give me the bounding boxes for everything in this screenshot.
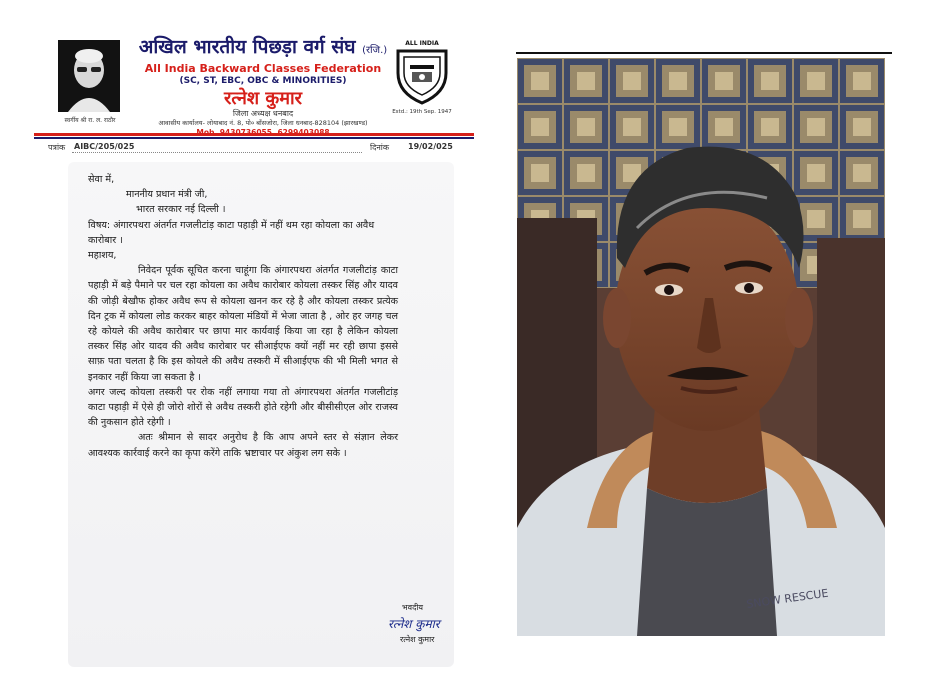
- recipient-line-2: भारत सरकार नई दिल्ली ।: [136, 204, 226, 216]
- org-name-english: All India Backward Classes Federation: [144, 62, 382, 75]
- reference-number: AIBC/205/025: [74, 142, 135, 151]
- letter-paragraph-1: निवेदन पूर्वक सूचित करना चाहूंगा कि अंगारपथरा अंतर्गत गजलीटांड़ काटा पहाड़ी में बड़े पैमाने पर चल रहा कोयला का अवैध कारोबार कोयला तस्कर सिंह और यादव की जोड़ी बेखौफ होकर अवैध रूप से कोयला खनन कर रहे है और कोयला तस्कर प्रत्येक दिन ट्रक में कोयला लोड करकर बाहर कोयला मंडियों में भेजा जाता है , ओर हर जगह चल रहे कोयले की अवैध कारोबार पर छापा मार कार्यवाई किया जा रहा है लेकिन कोयला तस्कर सिंह ओर यादव की अवैध कारोबार पर सीआईएफ क्यों नहीं मर रही छापा इससे साफ़ पता चलता है कि इस कोयले की अवैध तस्करी में सीआईएफ की भी मिली भगत से इनकार नहीं किया जा सकता है ।: [88, 265, 398, 383]
- photo-top-rule: [516, 52, 892, 54]
- office-bearer-name: रत्नेश कुमार: [224, 88, 302, 109]
- office-bearer-role: जिला अध्यक्ष धनबाद: [232, 109, 294, 118]
- org-subtitle: (SC, ST, EBC, OBC & MINORITIES): [179, 76, 347, 86]
- letter-date: 19/02/025: [408, 142, 453, 151]
- signature: रत्नेश कुमार: [388, 617, 440, 631]
- office-address: आवासीय कार्यालय- लोयाबाद नं. 8, पो० बाँसजोरा, जिला धनबाद-828104 (झारखण्ड): [158, 119, 368, 127]
- letter-paragraph-2: अगर जल्द कोयला तस्करी पर रोक नहीं लगाया गया तो अंगारपथरा अंतर्गत गजलीटांड़ काटा पहाड़ी में ऐसे ही जोरो शोरों से अवैध तस्करी होते रहेगी और बीसीसीएल ओर राजस्व की नुकसान होते रहेगी ।: [88, 386, 398, 429]
- reference-dotted-line: [72, 152, 362, 153]
- sender-name: रत्नेश कुमार: [400, 635, 435, 644]
- reference-label: पत्रांक: [48, 143, 66, 152]
- address-to-line: सेवा में,: [88, 174, 115, 185]
- date-label: दिनांक: [370, 143, 389, 152]
- letterhead-title-block: [128, 36, 398, 138]
- letterhead-divider-red: [34, 133, 474, 136]
- letter-subject: विषय: अंगारपथरा अंतर्गत गजलीटांड़ काटा पहाड़ी में नहीं थम रहा कोयला का अवैध कारोबार ।: [88, 219, 375, 246]
- svg-text:SNOW RESCUE: SNOW RESCUE: [745, 586, 830, 611]
- letterhead-divider-blue: [34, 137, 474, 139]
- shield-icon: [392, 47, 452, 105]
- letter-image: [28, 34, 478, 674]
- founder-portrait: [58, 40, 120, 112]
- letter-paragraph-3: अतः श्रीमान से सादर अनुरोध है कि आप अपने स्तर से संज्ञान लेकर आवश्यक कार्रवाई करने का कृपा करेंगे ताकि भ्रष्टाचार पर अंकुश लग सके ।: [88, 432, 398, 459]
- closing: भवदीय: [402, 603, 424, 612]
- salutation: महाशय,: [88, 250, 117, 262]
- recipient-line-1: माननीय प्रधान मंत्री जी,: [126, 189, 208, 201]
- signature-block: [388, 602, 468, 645]
- person-photo: [517, 58, 885, 636]
- reference-row: [48, 142, 468, 156]
- federation-emblem: ALL INDIA Estd.: 19th Sep. 1947: [392, 40, 452, 115]
- portrait-caption: स्वर्गीय श्री रा. ल. राठौर: [64, 117, 116, 124]
- org-name-hindi: अखिल भारतीय पिछड़ा वर्ग संघ (रजि.): [138, 36, 388, 58]
- letter-body: [68, 162, 454, 667]
